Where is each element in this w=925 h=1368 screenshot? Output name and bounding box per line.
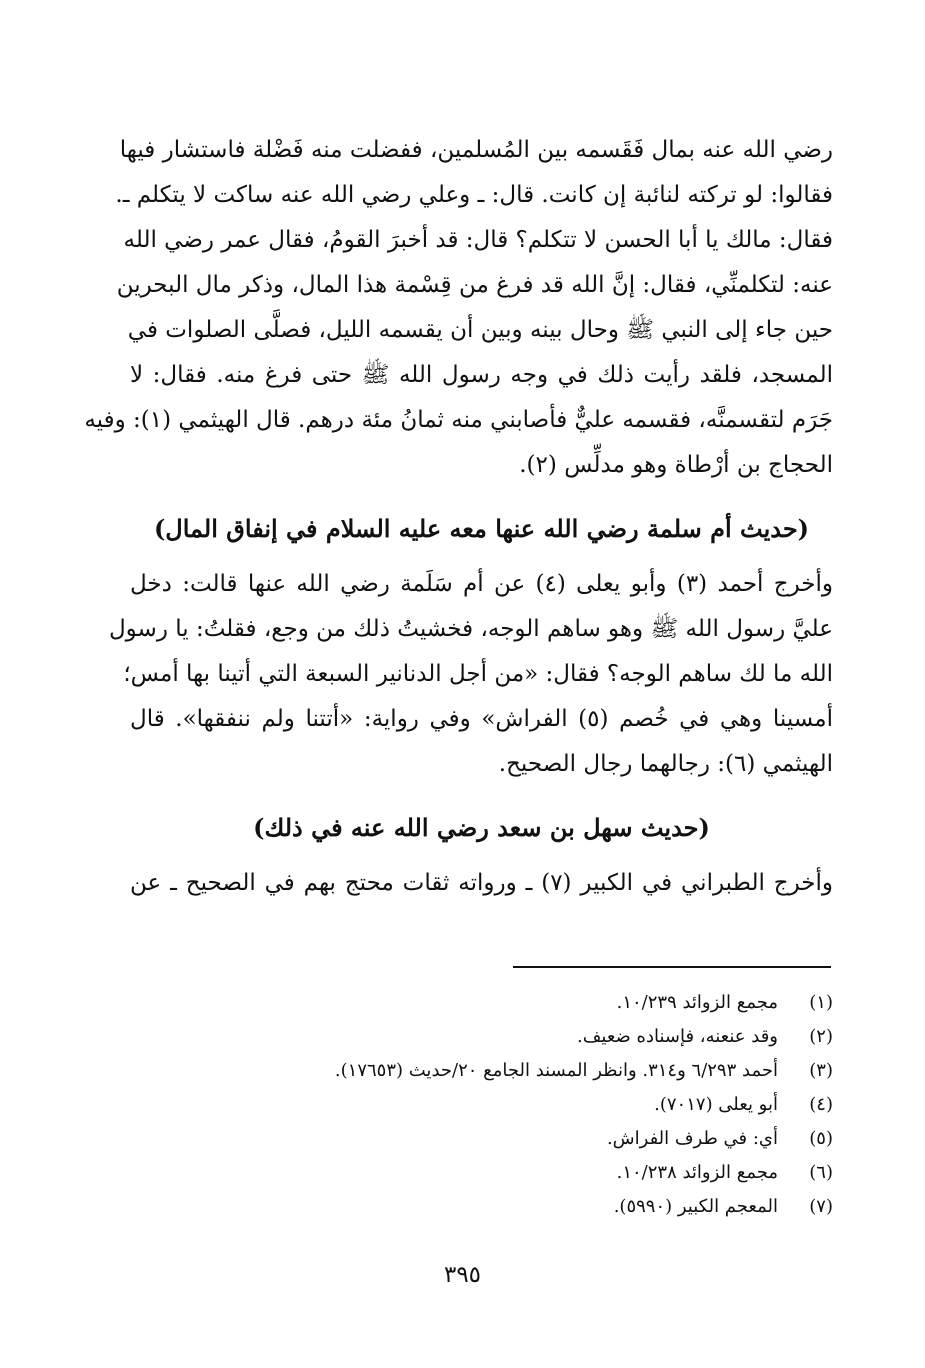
text-line: وأخرج أحمد (٣) وأبو يعلى (٤) عن أم سَلَمة رضي الله عنها قالت: دخل xyxy=(130,571,833,597)
text-line: عنه: لتكلمنِّي، فقال: إنَّ الله قد فرغ من قِسْمة هذا المال، وذكر مال البحرين xyxy=(116,272,833,298)
footnote-item xyxy=(200,1088,833,1122)
footnote-number: (٥) xyxy=(809,1128,833,1149)
footnote-item xyxy=(200,1156,833,1190)
text-line: الله ما لك ساهم الوجه؟ فقال: «من أجل الدنانير السبعة التي أتينا بها أمس؛ xyxy=(123,661,833,687)
footnote-number: (٧) xyxy=(809,1196,833,1217)
paragraph-3 xyxy=(130,861,833,906)
footnote-number: (٣) xyxy=(809,1060,833,1081)
footnote-text: أي: في طرف الفراش. xyxy=(606,1128,778,1149)
text-line: فقال: مالك يا أبا الحسن لا تتكلم؟ قال: قد أخبرَ القومُ، فقال عمر رضي الله xyxy=(123,227,833,253)
text-line: الحجاج بن أرْطاة وهو مدلِّس (٢). xyxy=(519,452,833,478)
footnotes xyxy=(200,986,833,1224)
footnote-item xyxy=(200,986,833,1020)
text-line: جَرَم لتقسمنَّه، فقسمه عليٌّ فأصابني منه ثمانُ مئة درهم. قال الهيثمي (١): وفيه xyxy=(84,407,833,433)
footnote-item xyxy=(200,1020,833,1054)
footnote-text: مجمع الزوائد ١٠/٢٣٩. xyxy=(616,992,778,1013)
footnote-text: أحمد ٦/٢٩٣ و٣١٤. وانظر المسند الجامع ٢٠/حديث (١٧٦٥٣). xyxy=(334,1060,778,1081)
footnote-text: أبو يعلى (٧٠١٧). xyxy=(654,1094,778,1115)
footnote-item xyxy=(200,1054,833,1088)
paragraph-2 xyxy=(108,562,833,787)
footnote-item xyxy=(200,1190,833,1224)
footnote-item xyxy=(200,1122,833,1156)
footnote-number: (٢) xyxy=(809,1026,833,1047)
text-line: المسجد، فلقد رأيت ذلك في وجه رسول الله ﷺ حتى فرغ منه. فقال: لا xyxy=(130,362,833,388)
footnote-separator xyxy=(513,966,831,968)
text-line: فقالوا: لو تركته لنائبة إن كانت. قال: ـ وعلي رضي الله عنه ساكت لا يتكلم ـ. xyxy=(115,182,833,208)
paragraph-1 xyxy=(84,128,833,488)
page-number: ٣٩٥ xyxy=(443,1262,482,1288)
page-body xyxy=(84,128,833,906)
footnote-number: (١) xyxy=(809,992,833,1013)
text-line: أمسينا وهي في خُصم (٥) الفراش» وفي رواية: «أتتنا ولم ننفقها». قال xyxy=(130,706,833,732)
footnote-text: وقد عنعنه، فإسناده ضعيف. xyxy=(577,1026,778,1047)
text-line: وأخرج الطبراني في الكبير (٧) ـ ورواته ثقات محتج بهم في الصحيح ـ عن xyxy=(130,870,833,896)
section-heading-umm-salama: (حديث أم سلمة رضي الله عنها معه عليه السلام في إنفاق المال) xyxy=(153,514,810,543)
text-line: عليَّ رسول الله ﷺ وهو ساهم الوجه، فخشيتُ ذلك من وجع، فقلتُ: يا رسول xyxy=(108,616,833,642)
section-heading-sahl-ibn-saad: (حديث سهل بن سعد رضي الله عنه في ذلك) xyxy=(253,813,710,842)
footnote-number: (٦) xyxy=(809,1162,833,1183)
text-line: الهيثمي (٦): رجالهما رجال الصحيح. xyxy=(498,751,833,777)
footnote-text: المعجم الكبير (٥٩٩٠). xyxy=(613,1196,778,1217)
footnote-number: (٤) xyxy=(809,1094,833,1115)
text-line: رضي الله عنه بمال فَقَسمه بين المُسلمين، ففضلت منه فَضْلة فاستشار فيها xyxy=(119,137,833,163)
footnote-text: مجمع الزوائد ١٠/٢٣٨. xyxy=(616,1162,778,1183)
text-line: حين جاء إلى النبي ﷺ وحال بينه وبين أن يقسمه الليل، فصلَّى الصلوات في xyxy=(127,317,833,343)
